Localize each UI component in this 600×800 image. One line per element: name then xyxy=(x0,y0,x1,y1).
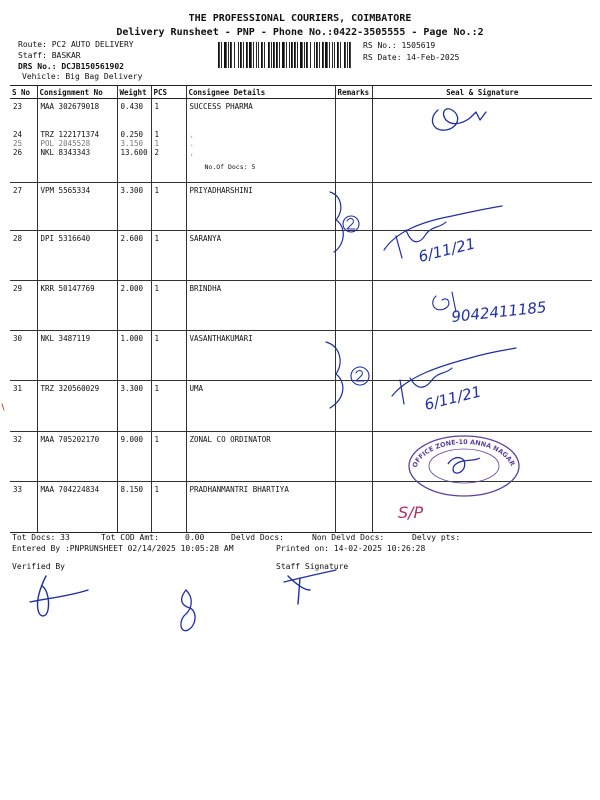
cell-sno: 23 xyxy=(13,102,23,111)
vehicle-label: Vehicle: Big Bag Delivery xyxy=(22,72,143,81)
barcode-bar xyxy=(221,42,222,68)
cell-remarks xyxy=(335,231,372,281)
cell-pcs: 1 xyxy=(151,331,186,381)
barcode-bar xyxy=(349,42,351,68)
cell-consignment: TRZ 122171374 xyxy=(40,130,100,139)
cell-seal xyxy=(372,432,592,482)
barcode-bar xyxy=(256,42,257,68)
cell-consignment: MAA 302679018 xyxy=(40,102,100,111)
cell-weight: 8.150 xyxy=(117,482,151,533)
col-sno: S No xyxy=(10,86,37,99)
cell-sno: 30 xyxy=(10,331,37,381)
cell-consignment: VPM 5565334 xyxy=(37,183,117,231)
cell-consignment: TRZ 320560029 xyxy=(37,381,117,432)
cell-consignee: SARANYA xyxy=(186,231,335,281)
cell-pcs: 1 xyxy=(154,139,160,148)
barcode-bar xyxy=(253,42,254,68)
handwritten-sp: S/P xyxy=(398,503,424,522)
barcode-bar xyxy=(306,42,308,68)
barcode-bar xyxy=(240,42,242,68)
rs-date: RS Date: 14-Feb-2025 xyxy=(363,53,460,62)
cell-consignee: SUCCESS PHARMA xyxy=(189,102,253,111)
handwritten-phone: 9042411185 xyxy=(450,298,548,326)
barcode-bar xyxy=(234,42,235,68)
cell-sno: 29 xyxy=(10,281,37,331)
margin-mark xyxy=(2,404,4,410)
cell-weight: 2.600 xyxy=(117,231,151,281)
cell-remarks xyxy=(335,331,372,381)
barcode-bar xyxy=(276,42,278,68)
barcode-bar xyxy=(291,42,293,68)
cell-remarks xyxy=(335,99,372,183)
cell-weight: 0.430 xyxy=(120,102,144,111)
cell-consignment: NKL 3487119 xyxy=(37,331,117,381)
cell-consignment: NKL 8343343 xyxy=(40,148,91,157)
barcode-bar xyxy=(332,42,333,68)
cell-remarks xyxy=(335,482,372,533)
barcode-bar xyxy=(319,42,320,68)
cell-remarks xyxy=(335,432,372,482)
cell-pcs: 1 xyxy=(151,432,186,482)
barcode-bar xyxy=(340,42,341,68)
table-row xyxy=(10,482,592,533)
cell-weight: 1.000 xyxy=(117,331,151,381)
verified-signature xyxy=(30,576,88,616)
barcode-bar xyxy=(337,42,339,68)
barcode-bar xyxy=(297,42,298,68)
runsheet-table xyxy=(10,85,592,533)
barcode-bar xyxy=(249,42,252,68)
cell-weight: 3.150 xyxy=(120,139,144,148)
cell-remarks xyxy=(335,281,372,331)
cell-consignee: ZONAL CO ORDINATOR xyxy=(186,432,335,482)
cell-weight: 2.000 xyxy=(117,281,151,331)
cell-sno: 27 xyxy=(10,183,37,231)
col-weight: Weight xyxy=(117,86,151,99)
barcode-bar xyxy=(282,42,285,68)
barcode-bar xyxy=(344,42,346,68)
cell-consignee: VASANTHAKUMARI xyxy=(186,331,335,381)
cell-consignment: MAA 704224834 xyxy=(37,482,117,533)
cell-weight: 3.300 xyxy=(117,381,151,432)
table-row xyxy=(10,432,592,482)
barcode-bar xyxy=(286,42,287,68)
table-header-row xyxy=(10,86,592,99)
cell-sno: 26 xyxy=(13,148,23,157)
docs-note: No.Of Docs: 5 xyxy=(204,163,256,171)
cell-sno: 32 xyxy=(10,432,37,482)
barcode-bar xyxy=(300,42,303,68)
route-label: Route: PC2 AUTO DELIVERY xyxy=(18,40,134,49)
barcode xyxy=(217,42,353,68)
cell-seal xyxy=(372,482,592,533)
entered-by: Entered By :PNPRUNSHEET 02/14/2025 10:05:28 AM xyxy=(12,544,234,553)
cell-remarks xyxy=(335,183,372,231)
barcode-bar xyxy=(273,42,275,68)
barcode-bar xyxy=(294,42,296,68)
cell-sno: 28 xyxy=(10,231,37,281)
cell-weight: 13.600 xyxy=(120,148,148,157)
col-remarks: Remarks xyxy=(335,86,372,99)
barcode-bar xyxy=(289,42,290,68)
cell-seal xyxy=(372,381,592,432)
cell-pcs: 1 xyxy=(151,231,186,281)
rs-number: RS No.: 1505619 xyxy=(363,41,436,50)
table-row xyxy=(10,231,592,281)
cell-pcs: 1 xyxy=(154,102,160,111)
cell-pcs: 1 xyxy=(151,381,186,432)
cell-pcs: 2 xyxy=(154,148,160,157)
barcode-bar xyxy=(325,42,328,68)
delvd-docs: Delvd Docs: xyxy=(231,533,284,542)
verified-by-label: Verified By xyxy=(12,562,65,571)
cell-dots: , . , xyxy=(189,130,195,157)
cell-sno: 31 xyxy=(10,381,37,432)
cell-consignee: PRIYADHARSHINI xyxy=(186,183,335,231)
tot-docs: Tot Docs: 33 xyxy=(12,533,70,542)
table-row xyxy=(10,99,592,183)
barcode-bar xyxy=(228,42,229,68)
barcode-bar xyxy=(218,42,220,68)
col-consignee: Consignee Details xyxy=(186,86,335,99)
cell-pcs: 1 xyxy=(151,482,186,533)
staff-initial-scribble xyxy=(181,590,195,631)
col-pcs: PCS xyxy=(151,86,186,99)
cell-consignment: KRR 50147769 xyxy=(37,281,117,331)
handwritten-date-2: 6/11/21 xyxy=(422,382,484,414)
tot-cod-label: Tot COD Amt: xyxy=(101,533,159,542)
col-consignment: Consignment No xyxy=(37,86,117,99)
cell-seal xyxy=(372,231,592,281)
cell-consignment: DPI 5316640 xyxy=(37,231,117,281)
barcode-bar xyxy=(334,42,335,68)
cell-consignee: BRINDHA xyxy=(186,281,335,331)
barcode-bar xyxy=(238,42,239,68)
barcode-bar xyxy=(271,42,272,68)
barcode-bar xyxy=(279,42,280,68)
cell-seal xyxy=(372,281,592,331)
table-row xyxy=(10,381,592,432)
barcode-bar xyxy=(268,42,270,68)
cell-consignee: UMA xyxy=(186,381,335,432)
barcode-bar xyxy=(329,42,330,68)
cell-weight: 0.250 xyxy=(120,130,144,139)
table-row xyxy=(10,281,592,331)
cell-consignment: POL 2045528 xyxy=(40,139,91,148)
col-seal: Seal & Signature xyxy=(372,86,592,99)
handwritten-date-1: 6/11/21 xyxy=(416,234,478,266)
cell-pcs: 1 xyxy=(151,281,186,331)
cell-pcs: 1 xyxy=(154,130,160,139)
cell-seal xyxy=(372,99,592,183)
barcode-bar xyxy=(230,42,232,68)
barcode-bar xyxy=(246,42,248,68)
cell-weight: 3.300 xyxy=(117,183,151,231)
cell-remarks xyxy=(335,381,372,432)
barcode-bar xyxy=(304,42,305,68)
delvy-pts: Delvy pts: xyxy=(412,533,461,542)
staff-signature-label: Staff Signature xyxy=(276,562,349,571)
stamp-text: OFFICE ZONE-10 ANNA NAGAR xyxy=(410,437,517,469)
barcode-bar xyxy=(316,42,318,68)
barcode-bar xyxy=(347,42,348,68)
barcode-bar xyxy=(243,42,244,68)
non-delvd-docs: Non Delvd Docs: xyxy=(312,533,385,542)
runsheet-subtitle: Delivery Runsheet - PNP - Phone No.:0422-3505555 - Page No.:2 xyxy=(116,27,484,38)
barcode-bar xyxy=(224,42,227,68)
table-row xyxy=(10,331,592,381)
cell-seal xyxy=(372,183,592,231)
tot-cod-amount: 0.00 xyxy=(185,533,205,542)
cell-sno: 33 xyxy=(10,482,37,533)
barcode-bar xyxy=(258,42,259,68)
cell-pcs: 1 xyxy=(151,183,186,231)
company-title: THE PROFESSIONAL COURIERS, COIMBATORE xyxy=(188,13,412,24)
barcode-bar xyxy=(314,42,315,68)
staff-signature xyxy=(284,570,336,604)
barcode-bar xyxy=(310,42,311,68)
cell-weight: 9.000 xyxy=(117,432,151,482)
staff-label: Staff: BASKAR xyxy=(18,51,81,60)
cell-consignment: MAA 705202170 xyxy=(37,432,117,482)
cell-sno: 24 xyxy=(13,130,23,139)
drs-number: DRS No.: DCJB150561902 xyxy=(18,62,124,71)
barcode-bar xyxy=(264,42,265,68)
printed-on: Printed on: 14-02-2025 10:26:28 xyxy=(276,544,426,553)
cell-sno: 25 xyxy=(13,139,23,148)
cell-consignee: PRADHANMANTRI BHARTIYA xyxy=(186,482,335,533)
barcode-bar xyxy=(261,42,263,68)
barcode-bar xyxy=(322,42,324,68)
cell-seal xyxy=(372,331,592,381)
table-row xyxy=(10,183,592,231)
